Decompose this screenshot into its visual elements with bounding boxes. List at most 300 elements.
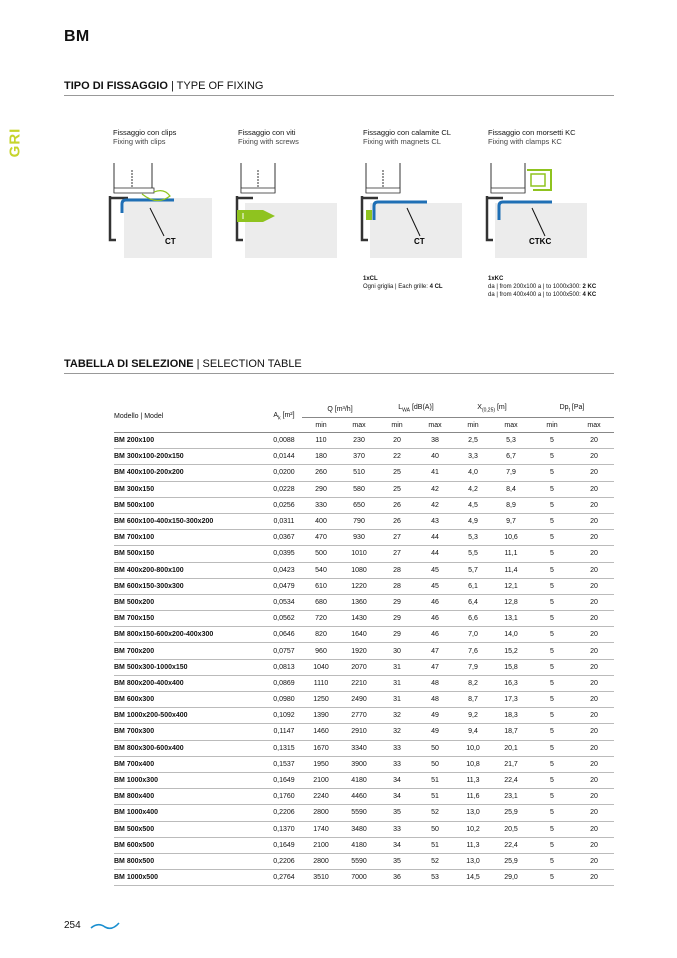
value-cell: 12,8 [492,594,530,610]
value-cell: 5 [530,837,574,853]
value-cell: 29,0 [492,870,530,886]
value-cell: 5 [530,449,574,465]
value-cell: 50 [416,756,454,772]
value-cell: 5,5 [454,546,492,562]
value-cell: 25 [378,465,416,481]
value-cell: 1080 [340,562,378,578]
value-cell: 20 [574,562,614,578]
value-cell: 4180 [340,837,378,853]
value-cell: 1430 [340,611,378,627]
table-row [114,821,614,837]
value-cell: 25,9 [492,805,530,821]
table-row [114,870,614,886]
divider [64,95,614,96]
value-cell: 3,3 [454,449,492,465]
value-cell: 26 [378,513,416,529]
value-cell: 16,3 [492,675,530,691]
value-cell: 20 [574,692,614,708]
table-row [114,546,614,562]
value-cell: 0,0228 [266,481,302,497]
value-cell: 5,3 [492,433,530,449]
value-cell: 29 [378,627,416,643]
table-row [114,513,614,529]
model-cell: BM 700x100 [114,530,266,546]
value-cell: 8,2 [454,675,492,691]
value-cell: 20 [574,772,614,788]
value-cell: 20 [574,756,614,772]
value-cell: 20 [574,821,614,837]
value-cell: 1360 [340,594,378,610]
value-cell: 23,1 [492,789,530,805]
value-cell: 20 [574,643,614,659]
value-cell: 9,2 [454,708,492,724]
value-cell: 1640 [340,627,378,643]
model-cell: BM 700x300 [114,724,266,740]
value-cell: 50 [416,821,454,837]
col-min: min [454,418,492,433]
value-cell: 1740 [302,821,340,837]
value-cell: 20 [574,611,614,627]
model-cell: BM 300x100-200x150 [114,449,266,465]
value-cell: 20 [574,708,614,724]
col-max: max [340,418,378,433]
value-cell: 28 [378,578,416,594]
value-cell: 0,2206 [266,853,302,869]
value-cell: 0,0367 [266,530,302,546]
value-cell: 2210 [340,675,378,691]
value-cell: 4,9 [454,513,492,529]
value-cell: 5 [530,821,574,837]
col-max: max [574,418,614,433]
model-cell: BM 200x100 [114,433,266,449]
value-cell: 20 [574,740,614,756]
value-cell: 49 [416,708,454,724]
value-cell: 20,1 [492,740,530,756]
value-cell: 610 [302,578,340,594]
value-cell: 20 [574,449,614,465]
model-cell: BM 1000x200-500x400 [114,708,266,724]
value-cell: 41 [416,465,454,481]
value-cell: 0,0256 [266,497,302,513]
value-cell: 1390 [302,708,340,724]
value-cell: 20 [574,513,614,529]
value-cell: 31 [378,659,416,675]
value-cell: 3510 [302,870,340,886]
value-cell: 6,1 [454,578,492,594]
value-cell: 48 [416,675,454,691]
col-ak: $A_k$ [m²] [266,401,302,433]
model-cell: BM 800x300-600x400 [114,740,266,756]
value-cell: 42 [416,481,454,497]
value-cell: 15,8 [492,659,530,675]
side-tab-label: GRI [6,127,24,158]
table-row [114,497,614,513]
model-cell: BM 400x100-200x200 [114,465,266,481]
value-cell: 370 [340,449,378,465]
model-cell: BM 800x500 [114,853,266,869]
model-cell: BM 800x150-600x200-400x300 [114,627,266,643]
value-cell: 46 [416,627,454,643]
value-cell: 1920 [340,643,378,659]
value-cell: 45 [416,578,454,594]
value-cell: 2240 [302,789,340,805]
value-cell: 0,0980 [266,692,302,708]
value-cell: 38 [416,433,454,449]
value-cell: 930 [340,530,378,546]
model-cell: BM 600x300 [114,692,266,708]
value-cell: 28 [378,562,416,578]
value-cell: 1670 [302,740,340,756]
value-cell: 500 [302,546,340,562]
value-cell: 33 [378,740,416,756]
value-cell: 40 [416,449,454,465]
col-min: min [302,418,340,433]
value-cell: 31 [378,675,416,691]
value-cell: 790 [340,513,378,529]
value-cell: 2800 [302,853,340,869]
value-cell: 0,0562 [266,611,302,627]
value-cell: 3340 [340,740,378,756]
value-cell: 47 [416,659,454,675]
value-cell: 1250 [302,692,340,708]
value-cell: 20 [574,578,614,594]
value-cell: 13,1 [492,611,530,627]
value-cell: 13,0 [454,805,492,821]
fixing-clamps-label: Fissaggio con morsetti KC Fixing with clamps KC [488,128,576,146]
table-row [114,594,614,610]
value-cell: 4,2 [454,481,492,497]
value-cell: 8,9 [492,497,530,513]
value-cell: 18,7 [492,724,530,740]
value-cell: 34 [378,789,416,805]
value-cell: 34 [378,837,416,853]
value-cell: 330 [302,497,340,513]
value-cell: 14,5 [454,870,492,886]
value-cell: 34 [378,772,416,788]
screws-diagram [227,158,337,258]
table-row [114,724,614,740]
value-cell: 20 [574,789,614,805]
value-cell: 290 [302,481,340,497]
col-min: min [530,418,574,433]
value-cell: 0,0395 [266,546,302,562]
table-row [114,449,614,465]
value-cell: 0,2206 [266,805,302,821]
value-cell: 11,3 [454,772,492,788]
value-cell: 2070 [340,659,378,675]
value-cell: 5,3 [454,530,492,546]
value-cell: 11,6 [454,789,492,805]
table-row [114,772,614,788]
value-cell: 8,7 [454,692,492,708]
value-cell: 29 [378,594,416,610]
value-cell: 20 [378,433,416,449]
table-row [114,611,614,627]
value-cell: 5 [530,659,574,675]
value-cell: 17,3 [492,692,530,708]
value-cell: 0,1649 [266,837,302,853]
model-cell: BM 500x100 [114,497,266,513]
value-cell: 0,1315 [266,740,302,756]
table-row [114,853,614,869]
value-cell: 20,5 [492,821,530,837]
value-cell: 49 [416,724,454,740]
value-cell: 22 [378,449,416,465]
value-cell: 2,5 [454,433,492,449]
value-cell: 5590 [340,805,378,821]
page-title: BM [64,28,90,45]
value-cell: 51 [416,772,454,788]
col-model: Modello | Model [114,401,266,433]
table-row [114,675,614,691]
value-cell: 110 [302,433,340,449]
value-cell: 20 [574,530,614,546]
value-cell: 35 [378,805,416,821]
value-cell: 820 [302,627,340,643]
col-max: max [492,418,530,433]
table-row [114,692,614,708]
value-cell: 4,5 [454,497,492,513]
model-cell: BM 300x150 [114,481,266,497]
value-cell: 5 [530,546,574,562]
value-cell: 540 [302,562,340,578]
value-cell: 45 [416,562,454,578]
value-cell: 5590 [340,853,378,869]
value-cell: 42 [416,497,454,513]
value-cell: 46 [416,594,454,610]
value-cell: 5 [530,465,574,481]
table-row [114,481,614,497]
value-cell: 720 [302,611,340,627]
value-cell: 2490 [340,692,378,708]
col-dp: $Dp_t$ [Pa] [530,401,614,418]
value-cell: 33 [378,821,416,837]
table-row [114,837,614,853]
value-cell: 1950 [302,756,340,772]
value-cell: 12,1 [492,578,530,594]
value-cell: 10,0 [454,740,492,756]
value-cell: 13,0 [454,853,492,869]
col-lwa: $L_{WA}$ [dB(A)] [378,401,454,418]
value-cell: 6,4 [454,594,492,610]
value-cell: 400 [302,513,340,529]
value-cell: 2800 [302,805,340,821]
value-cell: 0,1760 [266,789,302,805]
table-row [114,659,614,675]
table-row [114,643,614,659]
value-cell: 0,1147 [266,724,302,740]
value-cell: 22,4 [492,772,530,788]
value-cell: 9,4 [454,724,492,740]
fixing-magnets-label: Fissaggio con calamite CL Fixing with magnets CL [363,128,451,146]
value-cell: 27 [378,530,416,546]
magnets-diagram [352,158,462,258]
fixing-screws-label: Fissaggio con viti Fixing with screws [238,128,299,146]
table-row [114,805,614,821]
value-cell: 8,4 [492,481,530,497]
value-cell: 20 [574,627,614,643]
clamps-tag: CTKC [529,237,552,246]
value-cell: 3900 [340,756,378,772]
value-cell: 48 [416,692,454,708]
value-cell: 7000 [340,870,378,886]
value-cell: 44 [416,530,454,546]
model-cell: BM 600x500 [114,837,266,853]
value-cell: 11,1 [492,546,530,562]
fixing-section-title: TIPO DI FISSAGGIO | TYPE OF FIXING [64,80,264,92]
value-cell: 46 [416,611,454,627]
value-cell: 52 [416,805,454,821]
clamps-diagram [477,158,587,258]
value-cell: 680 [302,594,340,610]
value-cell: 510 [340,465,378,481]
value-cell: 10,6 [492,530,530,546]
table-row [114,789,614,805]
selection-section-title: TABELLA DI SELEZIONE | SELECTION TABLE [64,358,302,370]
value-cell: 20 [574,853,614,869]
value-cell: 30 [378,643,416,659]
value-cell: 7,9 [454,659,492,675]
value-cell: 20 [574,433,614,449]
magnets-tag: CT [414,237,425,246]
col-max: max [416,418,454,433]
value-cell: 5 [530,853,574,869]
value-cell: 10,8 [454,756,492,772]
value-cell: 0,0200 [266,465,302,481]
value-cell: 20 [574,465,614,481]
value-cell: 0,0646 [266,627,302,643]
value-cell: 0,0144 [266,449,302,465]
value-cell: 0,1370 [266,821,302,837]
value-cell: 26 [378,497,416,513]
value-cell: 5 [530,643,574,659]
value-cell: 5 [530,675,574,691]
value-cell: 20 [574,675,614,691]
value-cell: 36 [378,870,416,886]
value-cell: 5 [530,772,574,788]
value-cell: 10,2 [454,821,492,837]
value-cell: 31 [378,692,416,708]
value-cell: 20 [574,546,614,562]
model-cell: BM 500x150 [114,546,266,562]
value-cell: 43 [416,513,454,529]
value-cell: 47 [416,643,454,659]
value-cell: 51 [416,789,454,805]
value-cell: 22,4 [492,837,530,853]
value-cell: 4,0 [454,465,492,481]
value-cell: 50 [416,740,454,756]
clamps-note: 1xKC da | from 200x100 a | to 1000x300: 2 KC da | from 400x400 a | to 1000x500: 4 KC [488,276,597,298]
value-cell: 5 [530,870,574,886]
value-cell: 35 [378,853,416,869]
divider [64,373,614,374]
table-row [114,578,614,594]
value-cell: 0,1649 [266,772,302,788]
value-cell: 5 [530,578,574,594]
table-row [114,433,614,449]
value-cell: 0,0534 [266,594,302,610]
col-q: Q [m³/h] [302,401,378,418]
value-cell: 0,0088 [266,433,302,449]
value-cell: 5 [530,611,574,627]
value-cell: 5 [530,724,574,740]
value-cell: 20 [574,659,614,675]
value-cell: 33 [378,756,416,772]
value-cell: 0,0311 [266,513,302,529]
value-cell: 4180 [340,772,378,788]
side-tab [4,128,30,162]
value-cell: 5 [530,530,574,546]
table-row [114,465,614,481]
value-cell: 5 [530,740,574,756]
table-row [114,740,614,756]
value-cell: 20 [574,805,614,821]
model-cell: BM 1000x300 [114,772,266,788]
value-cell: 53 [416,870,454,886]
model-cell: BM 1000x500 [114,870,266,886]
value-cell: 20 [574,497,614,513]
value-cell: 5 [530,789,574,805]
value-cell: 9,7 [492,513,530,529]
model-cell: BM 1000x400 [114,805,266,821]
value-cell: 20 [574,837,614,853]
value-cell: 2770 [340,708,378,724]
model-cell: BM 500x500 [114,821,266,837]
value-cell: 5 [530,756,574,772]
value-cell: 27 [378,546,416,562]
value-cell: 25 [378,481,416,497]
value-cell: 5 [530,481,574,497]
value-cell: 7,9 [492,465,530,481]
table-row [114,530,614,546]
value-cell: 0,0813 [266,659,302,675]
value-cell: 2910 [340,724,378,740]
value-cell: 960 [302,643,340,659]
value-cell: 21,7 [492,756,530,772]
col-min: min [378,418,416,433]
value-cell: 32 [378,708,416,724]
value-cell: 5 [530,805,574,821]
value-cell: 5 [530,692,574,708]
col-x: $X_{(0,25)}$ [m] [454,401,530,418]
value-cell: 470 [302,530,340,546]
value-cell: 11,4 [492,562,530,578]
value-cell: 5 [530,594,574,610]
page-number: 254 [64,920,81,931]
model-cell: BM 600x100-400x150-300x200 [114,513,266,529]
table-row [114,708,614,724]
value-cell: 1460 [302,724,340,740]
value-cell: 180 [302,449,340,465]
value-cell: 25,9 [492,853,530,869]
value-cell: 5 [530,433,574,449]
model-cell: BM 800x200-400x400 [114,675,266,691]
value-cell: 0,0757 [266,643,302,659]
value-cell: 0,0869 [266,675,302,691]
value-cell: 5 [530,708,574,724]
clips-diagram [102,158,212,258]
value-cell: 650 [340,497,378,513]
value-cell: 20 [574,724,614,740]
selection-table [114,401,614,886]
fixing-clips-label: Fissaggio con clips Fixing with clips [113,128,177,146]
value-cell: 20 [574,481,614,497]
value-cell: 0,0479 [266,578,302,594]
value-cell: 6,6 [454,611,492,627]
value-cell: 52 [416,853,454,869]
value-cell: 32 [378,724,416,740]
value-cell: 20 [574,594,614,610]
